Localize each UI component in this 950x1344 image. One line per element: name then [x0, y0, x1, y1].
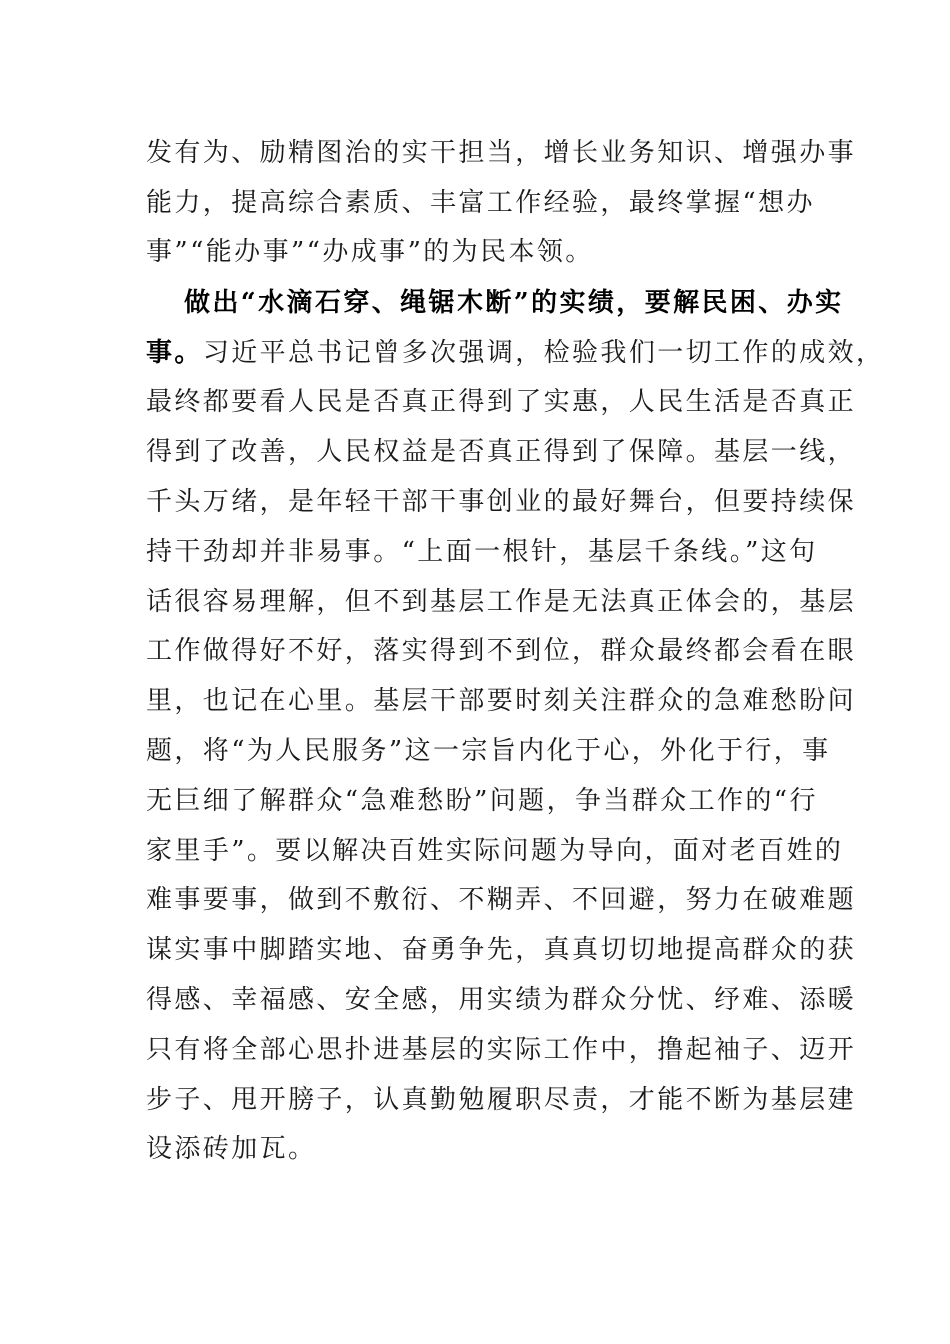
paragraph-2-line: 家里手”。要以解决百姓实际问题为导向，面对老百姓的 — [146, 836, 844, 866]
paragraph-2-heading-end: 事。 — [146, 338, 203, 368]
paragraph-2-heading: 做出“水滴石穿、绳锯木断”的实绩，要解民困、办实 — [184, 288, 844, 318]
paragraph-2-line: 话很容易理解，但不到基层工作是无法真正体会的，基层 — [146, 587, 857, 617]
paragraph-2-line: 设添砖加瓦。 — [146, 1134, 317, 1164]
paragraph-2-line: 持干劲却并非易事。“上面一根针，基层千条线。”这句 — [146, 537, 818, 567]
paragraph-1-line-2: 能力，提高综合素质、丰富工作经验，最终掌握“想办 — [146, 188, 815, 218]
paragraph-2-line-2 — [146, 328, 884, 378]
paragraph-2-line: 得感、幸福感、安全感，用实绩为群众分忧、纾难、添暖 — [146, 985, 857, 1015]
paragraph-1-line-1: 发有为、励精图治的实干担当，增长业务知识、增强办事 — [146, 138, 857, 168]
paragraph-2-line: 谋实事中脚踏实地、奋勇争先，真真切切地提高群众的获 — [146, 935, 857, 965]
paragraph-2-line: 无巨细了解群众“急难愁盼”问题，争当群众工作的“行 — [146, 786, 818, 816]
paragraph-2-line: 步子、甩开膀子，认真勤勉履职尽责，才能不断为基层建 — [146, 1085, 857, 1115]
paragraph-2-line: 里，也记在心里。基层干部要时刻关注群众的急难愁盼问 — [146, 686, 857, 716]
paragraph-1-line-3: 事”“能办事”“办成事”的为民本领。 — [146, 237, 594, 267]
paragraph-2-line: 千头万绪，是年轻干部干事创业的最好舞台，但要持续保 — [146, 487, 857, 517]
paragraph-2-line: 只有将全部心思扑进基层的实际工作中，撸起袖子、迈开 — [146, 1035, 857, 1065]
paragraph-2-line: 题，将“为人民服务”这一宗旨内化于心，外化于行，事 — [146, 736, 831, 766]
paragraph-2-line: 工作做得好不好，落实得到不到位，群众最终都会看在眼 — [146, 636, 857, 666]
paragraph-2-line: 最终都要看人民是否真正得到了实惠，人民生活是否真正 — [146, 387, 857, 417]
paragraph-2-line-2-text: 习近平总书记曾多次强调，检验我们一切工作的成效， — [202, 338, 885, 368]
paragraph-2-line: 得到了改善，人民权益是否真正得到了保障。基层一线， — [146, 437, 857, 467]
paragraph-2-line: 难事要事，做到不敷衍、不糊弄、不回避，努力在破难题 — [146, 885, 857, 915]
